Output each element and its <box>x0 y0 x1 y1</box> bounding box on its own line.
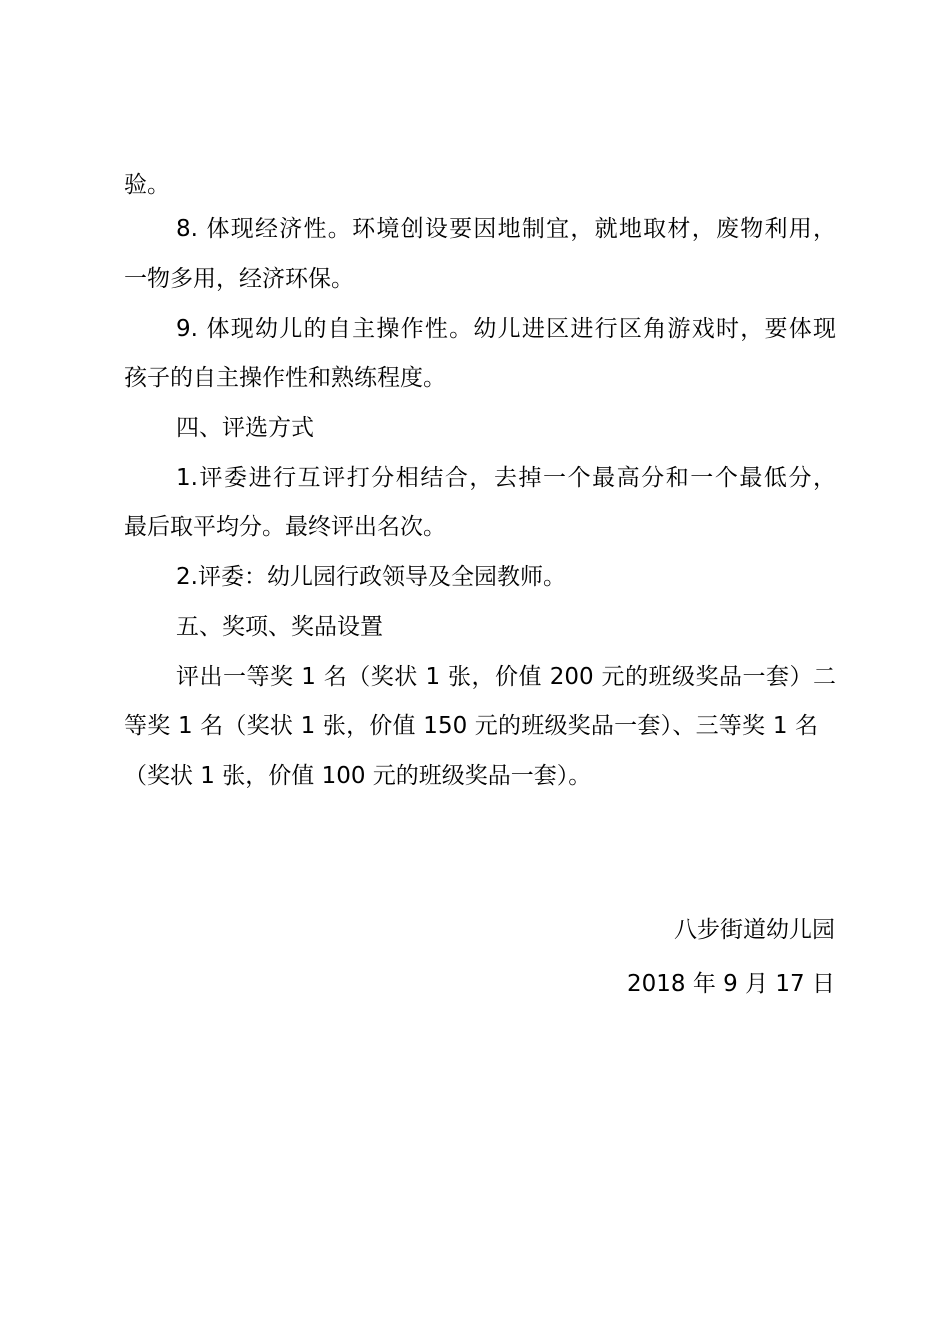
section-heading-evaluation: 四、评选方式 <box>176 415 314 441</box>
item-8-line-1: 8. 体现经济性。环境创设要因地制宜，就地取材，废物利用， <box>176 216 836 242</box>
awards-line-3: （奖状 1 张，价值 100 元的班级奖品一套）。 <box>124 763 592 789</box>
section-heading-awards: 五、奖项、奖品设置 <box>176 614 383 640</box>
evaluation-item-1-line-2: 最后取平均分。最终评出名次。 <box>124 514 446 540</box>
awards-line-2: 等奖 1 名（奖状 1 张，价值 150 元的班级奖品一套）、三等奖 1 名 <box>124 713 818 739</box>
signature-organization: 八步街道幼儿园 <box>674 917 835 943</box>
item-8-line-2: 一物多用，经济环保。 <box>124 266 354 292</box>
awards-line-1: 评出一等奖 1 名（奖状 1 张，价值 200 元的班级奖品一套）二 <box>176 664 836 690</box>
evaluation-item-2: 2.评委：幼儿园行政领导及全园教师。 <box>176 564 566 590</box>
signature-date: 2018 年 9 月 17 日 <box>627 971 835 997</box>
evaluation-item-1-line-1: 1.评委进行互评打分相结合，去掉一个最高分和一个最低分， <box>176 465 836 491</box>
paragraph-line-continuation: 验。 <box>124 172 170 198</box>
item-9-line-2: 孩子的自主操作性和熟练程度。 <box>124 365 446 391</box>
item-9-line-1: 9. 体现幼儿的自主操作性。幼儿进区进行区角游戏时，要体现 <box>176 316 836 342</box>
